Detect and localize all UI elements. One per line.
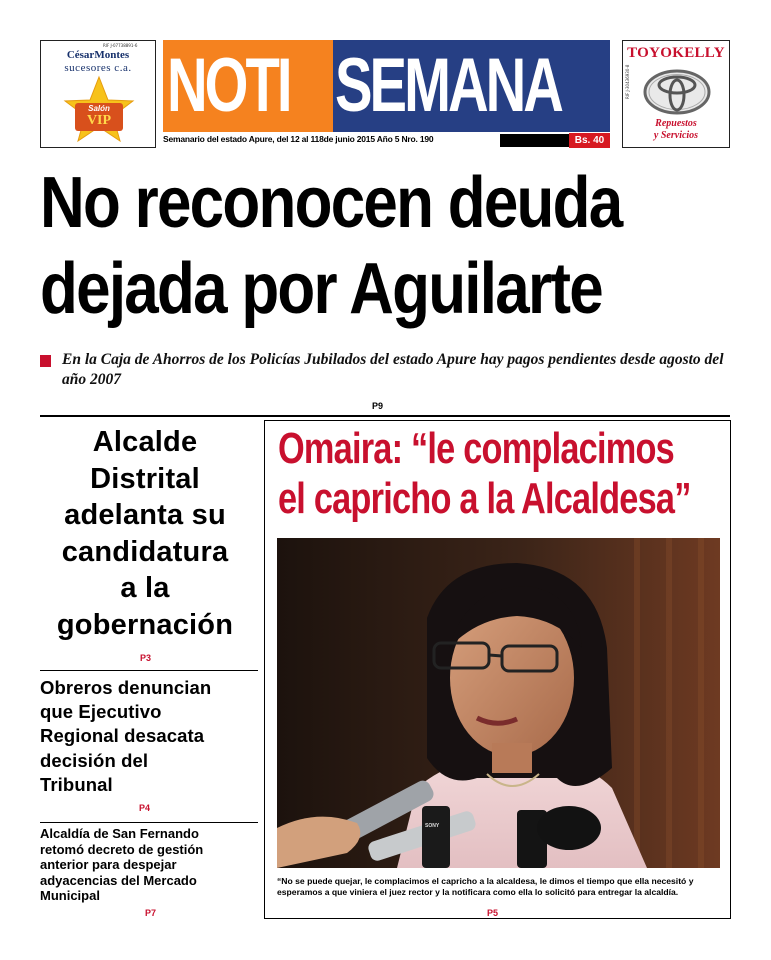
ad-company-name: TOYOKELLY <box>627 45 725 61</box>
feature-headline-line1: Omaira: “le complacimos <box>278 424 674 473</box>
headline-line: que Ejecutivo <box>40 701 162 723</box>
headline-line: retomó decreto de gestión <box>40 841 204 857</box>
interview-photo-illustration <box>277 538 720 868</box>
badge-bottom-text: VIP <box>86 113 112 128</box>
badge-top-text: Salón <box>88 104 110 113</box>
logo-semana-block <box>333 40 610 132</box>
main-headline <box>40 160 728 332</box>
ad-tagline-line2: y Servicios <box>653 130 699 141</box>
ad-tagline-line1: Repuestos <box>655 118 697 129</box>
story-alcaldia-headline <box>40 826 258 904</box>
column-divider <box>40 670 258 671</box>
feature-photo <box>277 538 720 868</box>
headline-line: anterior para despejar <box>40 857 177 872</box>
feature-headline <box>278 424 715 524</box>
headline-line: adyacencias del Mercado <box>40 872 197 888</box>
ad-registry-number: RIF J-30436930-8 <box>625 64 630 99</box>
headline-line: Obreros denuncian <box>40 677 212 698</box>
headline-line: gobernación <box>56 608 234 641</box>
headline-line: a la <box>120 572 170 605</box>
lead-deck: En la Caja de Ahorros de los Policías Jubilados del estado Apure hay pagos pendientes desde agosto del año 2007 <box>62 351 724 388</box>
dateline: Semanario del estado Apure, del 12 al 118de junio 2015 Año 5 Nro. 190 <box>163 134 434 144</box>
story-alcalde-page-ref: P3 <box>140 653 152 663</box>
headline-line: Tribunal <box>40 773 113 795</box>
headline-line: candidatura <box>61 535 229 568</box>
section-divider <box>40 415 730 417</box>
main-headline-line2: dejada por Aguilarte <box>40 249 602 329</box>
logo-part2: SEMANA <box>335 43 561 128</box>
story-obreros-headline <box>40 676 258 797</box>
logo-part1: NOTI <box>167 43 290 128</box>
ad-registry-number: RIF J-07738891-6 <box>103 43 138 48</box>
headline-line: Distrital <box>90 462 200 495</box>
price-tag: Bs. 40 <box>569 133 610 148</box>
toyota-emblem-icon <box>642 68 712 116</box>
headline-line: Alcalde <box>92 426 198 458</box>
story-alcalde-headline <box>40 424 250 644</box>
headline-line: Regional desacata <box>40 725 205 747</box>
story-alcaldia-page-ref: P7 <box>145 908 157 918</box>
story-obreros-page-ref: P4 <box>139 803 151 813</box>
advertisement-cesar-montes <box>40 40 156 148</box>
ad-company-subtitle: sucesores c.a. <box>64 62 132 74</box>
headline-line: decisión del <box>40 749 149 771</box>
feature-headline-line2: el capricho a la Alcaldesa” <box>278 474 691 523</box>
microphone-brand-label: SONY <box>425 823 440 829</box>
headline-line: Alcaldía de San Fernando <box>40 826 199 841</box>
main-headline-line1: No reconocen deuda <box>40 163 622 243</box>
lead-page-ref: P9 <box>372 401 384 411</box>
headline-line: adelanta su <box>64 499 226 532</box>
column-divider <box>40 822 258 823</box>
logo-noti-block <box>163 40 333 132</box>
ad-company-name: CésarMontes <box>66 49 130 61</box>
headline-line: Municipal <box>40 888 100 903</box>
advertisement-toyokelly <box>622 40 730 148</box>
feature-page-ref: P5 <box>487 908 499 918</box>
bullet-square-icon <box>40 355 51 367</box>
photo-caption: “No se puede quejar, le complacimos el capricho a la alcaldesa, le dimos el tiempo que ella necesitó y esperamos a que viniera el juez rector y la notificara como ella lo solicitó para entregar la alcaldía. <box>277 876 694 897</box>
newspaper-logo <box>163 40 610 132</box>
